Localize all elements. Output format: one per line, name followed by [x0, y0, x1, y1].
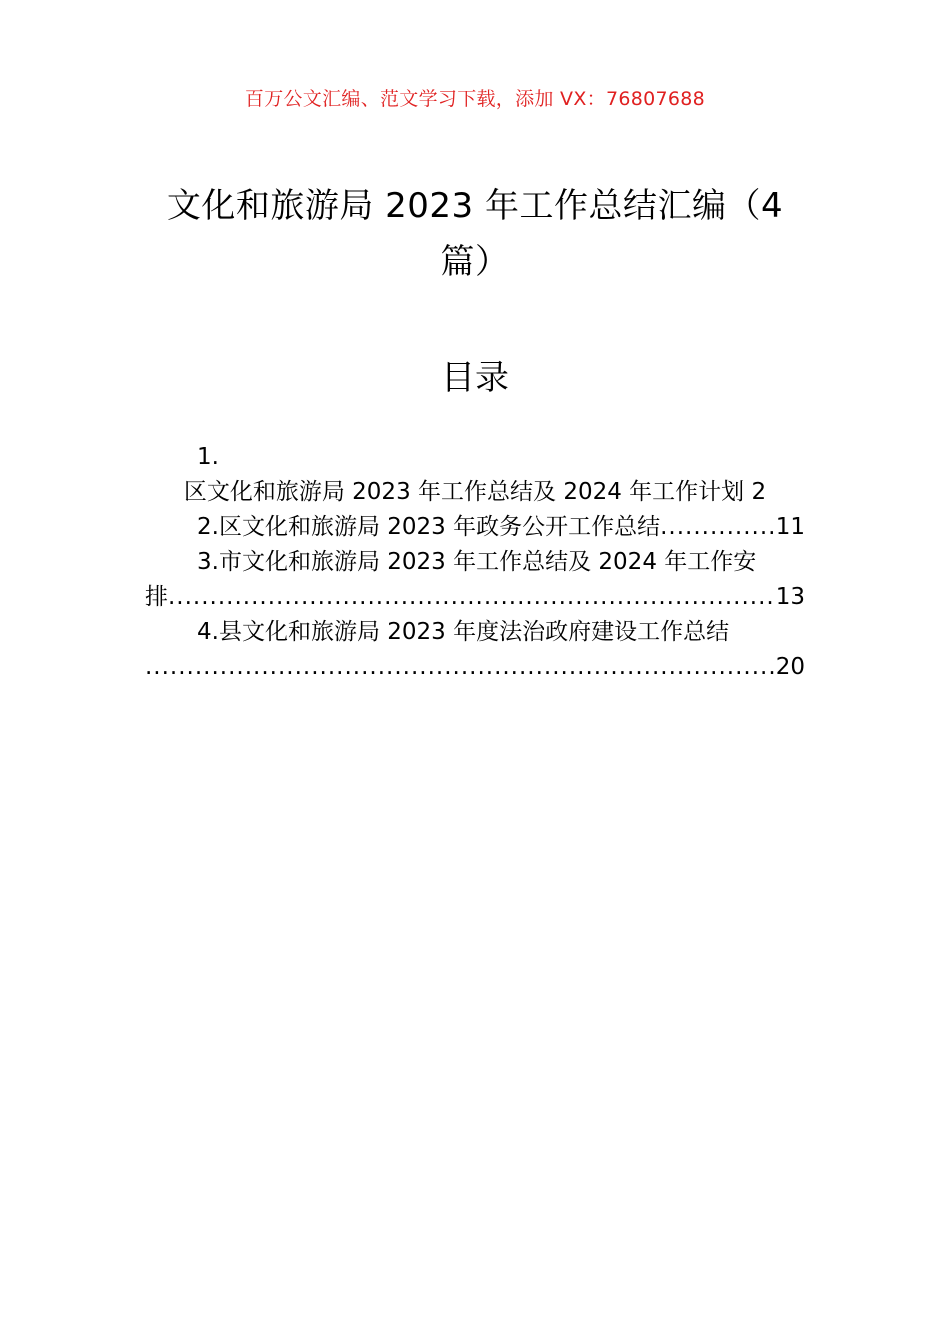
toc-leader-dots [145, 650, 776, 685]
toc-entry-text: 区文化和旅游局 2023 年工作总结及 2024 年工作计划 [183, 479, 745, 505]
toc-entry-3[interactable] [145, 545, 805, 580]
toc-leader-dots [660, 510, 776, 545]
toc-entry-text: 市文化和旅游局 2023 年工作总结及 2024 年工作安 [218, 549, 757, 575]
toc-entry-number: 1. [197, 444, 219, 470]
toc-entry-page: 11 [775, 514, 805, 540]
toc-entry-4-continuation[interactable] [145, 650, 805, 685]
document-title: 文化和旅游局 2023 年工作总结汇编（4 篇） [166, 186, 784, 282]
toc-entry-text: 区文化和旅游局 2023 年政务公开工作总结 [218, 514, 661, 540]
toc-heading: 目录 [441, 358, 509, 398]
toc-entry-1[interactable] [145, 475, 805, 510]
toc-entry-text-continuation: 排 [145, 584, 168, 610]
toc-entry-page: 20 [775, 654, 805, 680]
toc-entry-number: 3. [197, 549, 219, 575]
toc-leader-dots [168, 580, 776, 615]
toc-entry-3-continuation[interactable] [145, 580, 805, 615]
toc-entry-2[interactable] [145, 510, 805, 545]
toc-entry-4[interactable] [145, 615, 805, 650]
toc-entry-text: 县文化和旅游局 2023 年度法治政府建设工作总结 [218, 619, 730, 645]
toc-entry-1-number-line[interactable] [145, 440, 805, 475]
toc-entry-page: 13 [775, 584, 805, 610]
table-of-contents [145, 440, 805, 685]
toc-entry-number: 4. [197, 619, 219, 645]
toc-entry-number: 2. [197, 514, 219, 540]
toc-entry-page: 2 [751, 479, 767, 505]
header-note: 百万公文汇编、范文学习下载，添加 VX：76807688 [244, 88, 706, 110]
